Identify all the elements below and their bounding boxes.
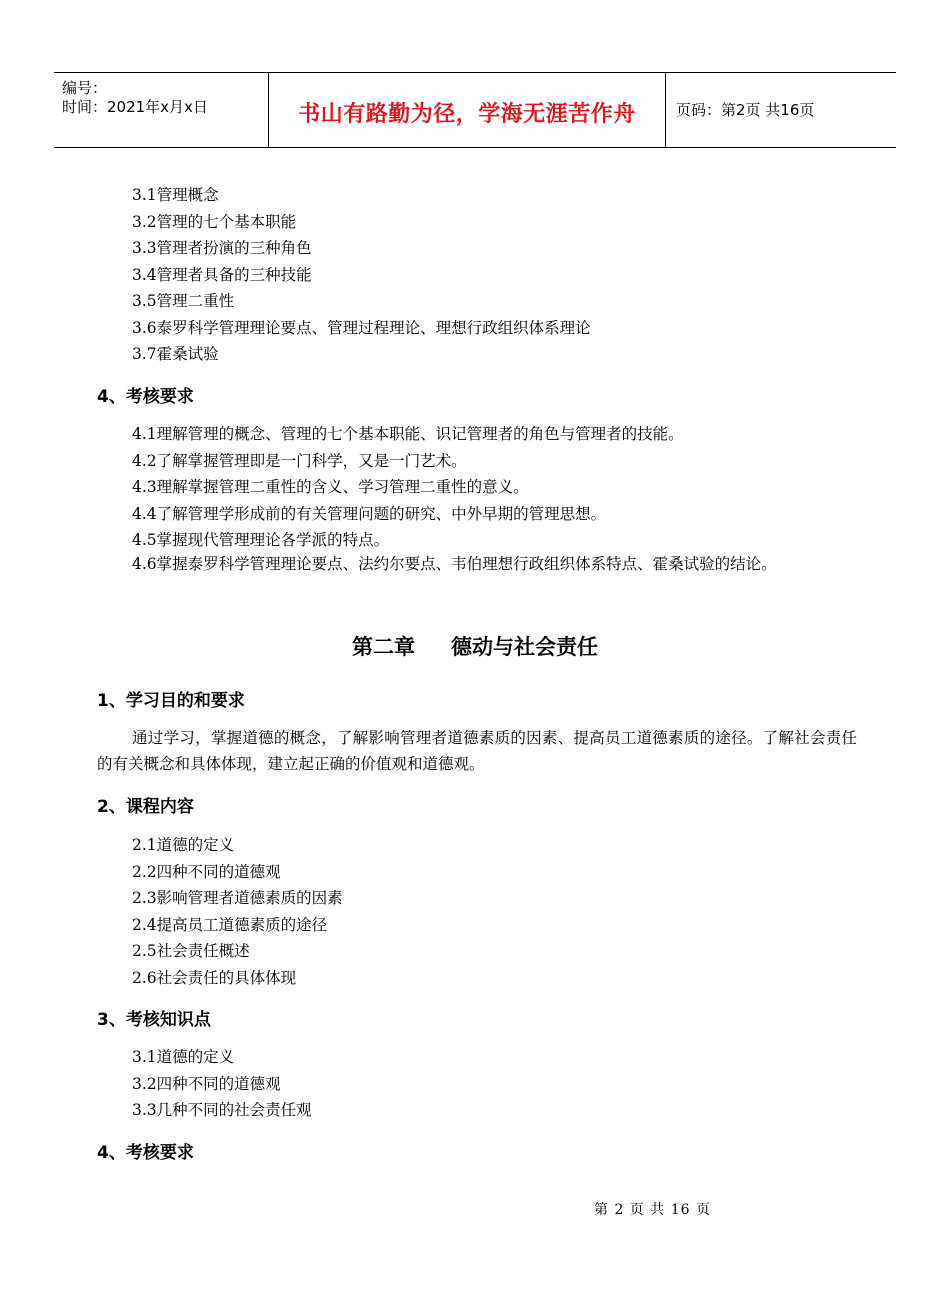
list-item: 3.2四种不同的道德观 <box>132 1075 281 1093</box>
list-item: 3.5管理二重性 <box>132 292 235 310</box>
chapter-title <box>0 631 950 661</box>
list-item: 2.3影响管理者道德素质的因素 <box>132 889 343 907</box>
section-heading: 1、学习目的和要求 <box>97 691 245 711</box>
list-item: 3.3几种不同的社会责任观 <box>132 1101 312 1119</box>
list-item: 2.4提高员工道德素质的途径 <box>132 916 328 934</box>
list-item: 2.2四种不同的道德观 <box>132 863 281 881</box>
document-header <box>54 72 896 148</box>
section-heading: 2、课程内容 <box>97 797 194 817</box>
list-item: 3.4管理者具备的三种技能 <box>132 266 312 284</box>
page-footer: 第 2 页 共 16 页 <box>594 1202 711 1218</box>
section-heading: 4、考核要求 <box>97 387 194 407</box>
list-item: 2.5社会责任概述 <box>132 942 250 960</box>
list-item: 4.2了解掌握管理即是一门科学，又是一门艺术。 <box>132 452 467 470</box>
list-item: 3.2管理的七个基本职能 <box>132 213 297 231</box>
header-page-label: 页码：第2页 共16页 <box>676 101 815 119</box>
header-motto-cell <box>269 73 666 147</box>
list-item: 3.6泰罗科学管理理论要点、管理过程理论、理想行政组织体系理论 <box>132 319 591 337</box>
chapter-number: 第二章 <box>352 635 415 659</box>
list-item-wrapped: 4.6掌握泰罗科学管理理论要点、法约尔要点、韦伯理想行政组织体系特点、霍桑试验的结论。 <box>132 555 777 573</box>
list-item: 4.3理解掌握管理二重性的含义、学习管理二重性的意义。 <box>132 478 529 496</box>
document-time-label: 时间：2021年x月x日 <box>62 98 208 116</box>
list-item: 4.5掌握现代管理理论各学派的特点。 <box>132 531 390 549</box>
list-item: 2.1道德的定义 <box>132 836 235 854</box>
list-item: 4.4了解管理学形成前的有关管理问题的研究、中外早期的管理思想。 <box>132 505 607 523</box>
list-item: 3.7霍桑试验 <box>132 345 219 363</box>
list-item: 3.3管理者扮演的三种角色 <box>132 239 312 257</box>
list-item: 2.6社会责任的具体体现 <box>132 969 297 987</box>
header-motto: 书山有路勤为径，学海无涯苦作舟 <box>298 102 636 127</box>
list-item: 4.1理解管理的概念、管理的七个基本职能、识记管理者的角色与管理者的技能。 <box>132 425 684 443</box>
header-meta-cell <box>54 73 269 147</box>
document-number-label: 编号： <box>62 79 108 97</box>
section-heading: 3、考核知识点 <box>97 1010 211 1030</box>
list-item: 3.1管理概念 <box>132 186 219 204</box>
body-paragraph: 通过学习，掌握道德的概念，了解影响管理者道德素质的因素、提高员工道德素质的途径。了解社会责任的有关概念和具体体现，建立起正确的价值观和道德观。 <box>97 729 857 773</box>
section-heading: 4、考核要求 <box>97 1143 194 1163</box>
header-page-cell <box>666 73 896 147</box>
list-item: 3.1道德的定义 <box>132 1048 235 1066</box>
chapter-name: 德动与社会责任 <box>451 635 598 659</box>
